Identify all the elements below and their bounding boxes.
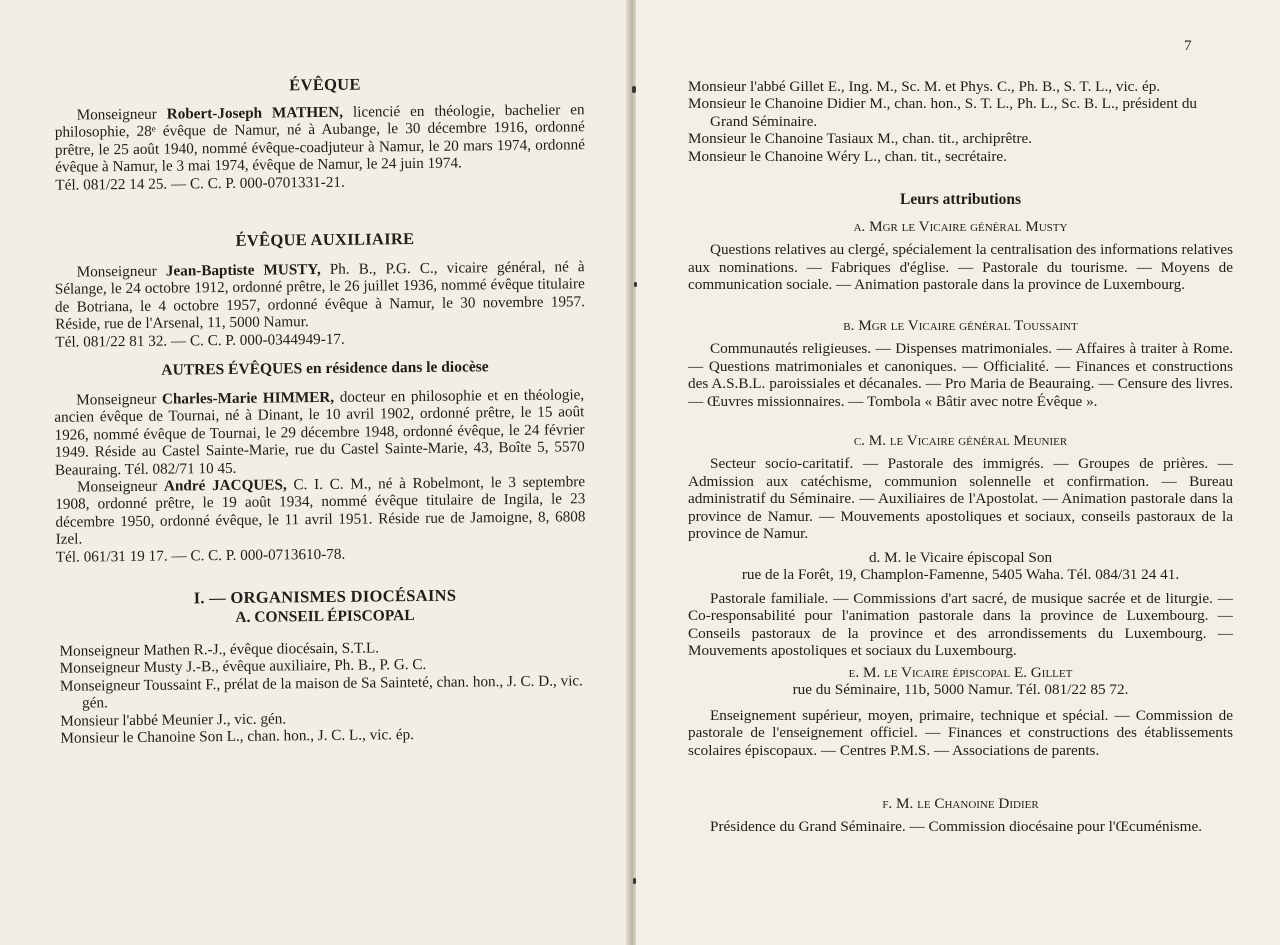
jacques-name: André JACQUES, xyxy=(163,476,287,495)
sec-b xyxy=(688,317,1233,410)
sec-d-text: Pastorale familiale. — Commissions d'art sacré, de musique sacrée et de liturgie. — Co-responsabilité pour l'animation pastorale dans la province de Luxembourg. — Conseils pastoraux de la province et des arrondissements du Luxembourg. — Mouvements apostoliques et sociaux du Luxembourg. xyxy=(688,589,1233,660)
sec-d-heading: d. M. le Vicaire épiscopal Son xyxy=(868,549,1053,566)
sec-f-text: Présidence du Grand Séminaire. — Commission diocésaine pour l'Œcuménisme. xyxy=(710,818,1203,836)
jacques-text: C. I. C. M., né à Robelmont, le 3 septembre 1908, ordonné prêtre, le 19 août 1934, nommé évêque titulaire de Ingila, le 23 décembre 1950, ordonné évêque, le 11 avril 1951. Réside rue de Jamoigne, 8, 6808 Izel. xyxy=(55,473,586,549)
sec-c-text: Secteur socio-caritatif. — Pastorale des immigrés. — Groupes de prières. — Admission aux catéchisme, communion solennelle et confirmation. — Bureau administratif du Séminaire. — Auxiliaires de l'Apostolat. — Animation pastorale dans la province de Namur. — Mouvements apostoliques et sociaux, conseils pastoraux de la province de Namur. xyxy=(688,455,1233,543)
sec-b-heading: b. Mgr le Vicaire général Toussaint xyxy=(843,317,1078,334)
section-title-organismes: I. — ORGANISMES DIOCÉSAINS xyxy=(193,585,457,608)
jacques-prefix: Monseigneur xyxy=(77,477,165,496)
sec-f xyxy=(688,795,1233,836)
auxiliaire-name: Jean-Baptiste MUSTY, xyxy=(165,260,321,280)
member-item: Monsieur l'abbé Gillet E., Ing. M., Sc. M. et Phys. C., Ph. B., S. T. L., vic. ép. xyxy=(688,78,1161,95)
eveque-text: licencié en théologie, bachelier en philosophie, 28ᵉ évêque de Namur, né à Aubange, le 30 décembre 1916, ordonné prêtre, le 25 août 1940, nommé évêque-coadjuteur à Namur, le 20 mars 1974, ordonné évêque à Namur, le 3 mai 1974, évêque de Namur, le 24 juin 1974. xyxy=(54,101,586,176)
attributions-title: Leurs attributions xyxy=(900,191,1021,208)
himmer-name: Charles-Marie HIMMER, xyxy=(161,388,335,408)
himmer-prefix: Monseigneur xyxy=(76,390,163,409)
punch-mark xyxy=(634,282,637,287)
himmer-text: docteur en philosophie et en théologie, ancien évêque de Tournai, né à Dinant, le 10 avril 1902, ordonné prêtre, le 15 août 1926, nommé évêque de Tournai, le 29 décembre 1948, ordonné évêque, le 24 février 1949. Réside au Castel Sainte-Marie, rue du Castel Sainte-Marie, 43, Boîte 5, 5570 Beauraing. Tél. 082/71 10 45. xyxy=(54,386,585,479)
sec-a-text: Questions relatives au clergé, spécialement la centralisation des informations relatives aux nominations. — Fabriques d'église. — Pastorale du tourisme. — Moyens de communication sociale. — Animation pastorale dans la province de Luxembourg. xyxy=(688,241,1233,294)
sec-b-text: Communautés religieuses. — Dispenses matrimoniales. — Affaires à traiter à Rome. — Questions matrimoniales et canoniques. — Officialité. — Finances et constructions des A.S.B.L. paroissiales et décanales. — Pro Maria de Beauraing. — Censure des livres. — Œuvres missionnaires. — Tombola « Bâtir avec notre Évêque ». xyxy=(688,340,1233,410)
sec-c xyxy=(688,432,1233,542)
member-item: Monsieur l'abbé Meunier J., vic. gén. xyxy=(60,710,287,730)
member-item: Monsieur le Chanoine Son L., chan. hon., J. C. L., vic. ép. xyxy=(60,726,415,747)
member-item: Monsieur le Chanoine Wéry L., chan. tit., secrétaire. xyxy=(688,147,1007,165)
sec-a-heading: a. Mgr le Vicaire général Musty xyxy=(853,218,1068,235)
sec-a xyxy=(688,218,1233,294)
sec-e xyxy=(688,664,1233,759)
member-item: Monseigneur Musty J.-B., évêque auxiliaire, Ph. B., P. G. C. xyxy=(59,656,427,678)
section-subtitle-conseil: A. CONSEIL ÉPISCOPAL xyxy=(235,607,415,626)
sec-e-heading: e. M. le Vicaire épiscopal E. Gillet xyxy=(848,664,1073,681)
sec-d-address: rue de la Forêt, 19, Champlon-Famenne, 5405 Waha. Tél. 084/31 24 41. xyxy=(741,566,1180,584)
page-number: 7 xyxy=(1184,38,1192,54)
members-continued xyxy=(688,78,1233,165)
autres-paragraphs xyxy=(54,386,586,566)
sec-c-heading: c. M. le Vicaire général Meunier xyxy=(853,432,1068,449)
right-page xyxy=(636,0,1280,945)
auxiliaire-tel: Tél. 081/22 81 32. — C. C. P. 000-0344949-17. xyxy=(55,330,345,351)
auxiliaire-text: Ph. B., P.G. C., vicaire général, né à Sélange, le 24 octobre 1912, ordonné prêtre, le 26 juillet 1936, nommé évêque titulaire de Botriana, le 4 octobre 1957, ordonné évêque à Namur, le 30 novembre 1957. Réside, rue de l'Arsenal, 11, 5000 Namur. xyxy=(54,258,586,333)
sec-e-text: Enseignement supérieur, moyen, primaire, technique et spécial. — Commission de pastorale de l'enseignement officiel. — Finances et constructions des établissements scolaires épiscopaux. — Centres P.M.S. — Associations de parents. xyxy=(688,706,1233,759)
punch-mark xyxy=(632,86,636,93)
sec-f-heading: f. M. le Chanoine Didier xyxy=(882,795,1039,812)
jacques-tel: Tél. 061/31 19 17. — C. C. P. 000-0713610-78. xyxy=(55,545,346,566)
eveque-prefix: Monseigneur xyxy=(76,105,167,124)
section-title-autres: AUTRES ÉVÊQUES en résidence dans le diocèse xyxy=(161,358,489,379)
auxiliaire-prefix: Monseigneur xyxy=(76,262,166,281)
member-item: Monsieur le Chanoine Tasiaux M., chan. tit., archiprêtre. xyxy=(688,130,1033,148)
conseil-members-list xyxy=(59,637,590,747)
auxiliaire-paragraph xyxy=(55,258,586,351)
member-item: Monseigneur Mathen R.-J., évêque diocésain, S.T.L. xyxy=(59,639,380,660)
member-item: Monsieur le Chanoine Didier M., chan. hon., S. T. L., Ph. L., Sc. B. L., président du Grand Séminaire. xyxy=(688,95,1198,130)
sec-e-address: rue du Séminaire, 11b, 5000 Namur. Tél. 081/22 85 72. xyxy=(792,681,1129,699)
left-page xyxy=(0,0,632,945)
member-item: Monseigneur Toussaint F., prélat de la maison de Sa Sainteté, chan. hon., J. C. D., vic. gén. xyxy=(59,672,583,712)
eveque-tel: Tél. 081/22 14 25. — C. C. P. 000-0701331-21. xyxy=(55,173,345,194)
sec-d xyxy=(688,549,1233,659)
eveque-name: Robert-Joseph MATHEN, xyxy=(166,103,344,123)
punch-mark xyxy=(633,878,636,884)
section-title-eveque: ÉVÊQUE xyxy=(289,74,361,95)
eveque-paragraph xyxy=(55,101,586,194)
section-title-auxiliaire: ÉVÊQUE AUXILIAIRE xyxy=(235,229,415,250)
